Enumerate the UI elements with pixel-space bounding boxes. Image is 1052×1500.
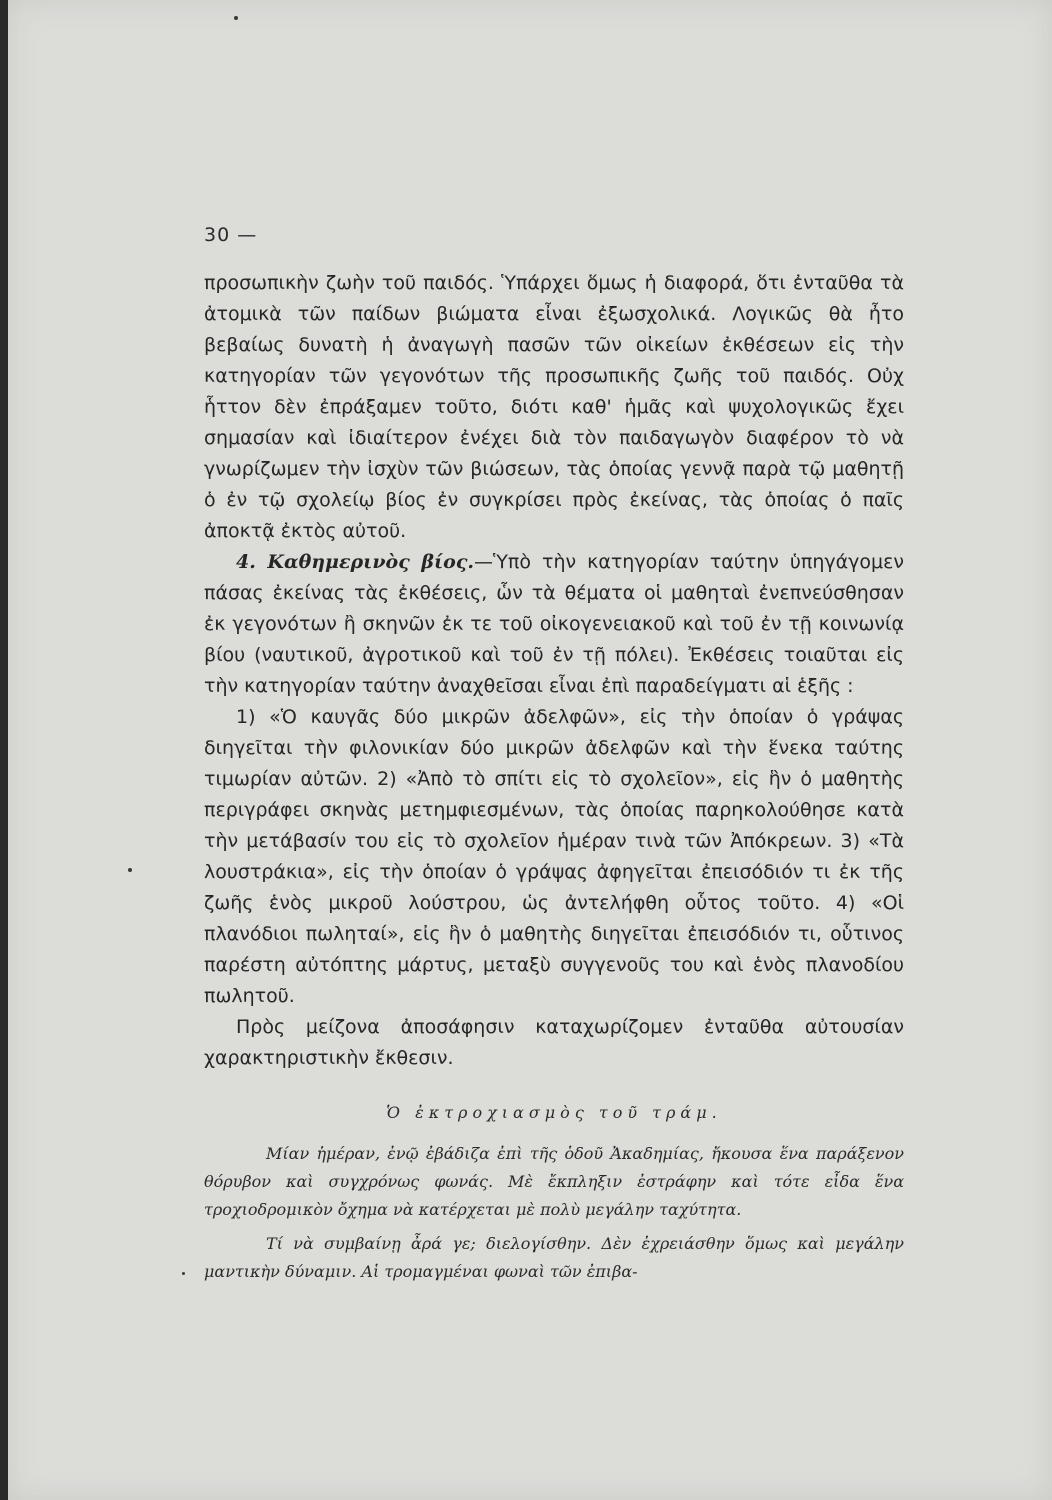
scan-speck <box>182 1272 185 1275</box>
paragraph-closing: Πρὸς μείζονα ἀποσάφησιν καταχωρίζομεν ἐνταῦθα αὐτουσίαν χαρακτηριστικὴν ἔκθεσιν. <box>204 1016 904 1069</box>
essay-paragraph: Μίαν ἡμέραν, ἐνῷ ἐβάδιζα ἐπὶ τῆς ὁδοῦ Ἀκαδημίας, ἤκουσα ἕνα παράξενον θόρυβον καὶ συγχρόνως φωνάς. Μὲ ἔκπληξιν ἐστράφην καὶ τότε εἶδα ἕνα τροχιοδρομικὸν ὄχημα νὰ κατέρχεται μὲ πολὺ μεγάλην ταχύτητα. <box>204 1144 904 1219</box>
essay-title: Ὁ ἐκτροχιασμὸς τοῦ τράμ. <box>386 1103 722 1122</box>
section-heading-daily-life: 4. Καθημερινὸς βίος. <box>236 551 475 573</box>
page-number: 30 — <box>204 224 258 246</box>
paragraph-section-4 <box>204 547 904 702</box>
main-text <box>204 268 904 1074</box>
scan-speck <box>234 16 238 20</box>
paragraph-personal-life: προσωπικὴν ζωὴν τοῦ παιδός. Ὑπάρχει ὅμως ἡ διαφορά, ὅτι ἐνταῦθα τὰ ἀτομικὰ τῶν παίδων βιώματα εἶναι ἐξωσχολικά. Λογικῶς θὰ ἦτο βεβαίως δυνατὴ ἡ ἀναγωγὴ πασῶν τῶν οἰκείων ἐκθέσεων εἰς τὴν κατηγορίαν τῶν γεγονότων τῆς προσωπικῆς ζωῆς τοῦ παιδός. Οὐχ ἧττον δὲν ἐπράξαμεν τοῦτο, διότι καθ' ἡμᾶς καὶ ψυχολογικῶς ἔχει σημασίαν καὶ ἰδιαίτερον ἐνέχει διὰ τὸν παιδαγωγὸν διαφέρον τὸ νὰ γνωρίζωμεν τὴν ἰσχὺν τῶν βιώσεων, τὰς ὁποίας γεννᾷ παρὰ τῷ μαθητῇ ὁ ἐν τῷ σχολείῳ βίος ἐν συγκρίσει πρὸς ἐκείνας, τὰς ὁποίας ὁ παῖς ἀποκτᾷ ἐκτὸς αὐτοῦ. <box>204 272 904 542</box>
section-4-body: —Ὑπὸ τὴν κατηγορίαν ταύτην ὑπηγάγομεν πάσας ἐκείνας τὰς ἐκθέσεις, ὧν τὰ θέματα οἱ μαθηταὶ ἐνεπνεύσθησαν ἐκ γεγονότων ἢ σκηνῶν ἐκ τε τοῦ οἰκογενειακοῦ καὶ τοῦ ἐν τῇ κοινωνίᾳ βίου (ναυτικοῦ, ἀγροτικοῦ καὶ τοῦ ἐν τῇ πόλει). Ἐκθέσεις τοιαῦται εἰς τὴν κατηγορίαν ταύτην ἀναχθεῖσαι εἶναι ἐπὶ παραδείγματι αἱ ἑξῆς : <box>204 551 904 697</box>
scanned-page <box>8 0 1052 1500</box>
essay-text <box>204 1140 904 1286</box>
paragraph-examples: 1) «Ὁ καυγᾶς δύο μικρῶν ἀδελφῶν», εἰς τὴν ὁποίαν ὁ γράψας διηγεῖται τὴν φιλονικίαν δύο μικρῶν ἀδελφῶν καὶ τὴν ἕνεκα ταύτης τιμωρίαν αὐτῶν. 2) «Ἀπὸ τὸ σπίτι εἰς τὸ σχολεῖον», εἰς ἣν ὁ μαθητὴς περιγράφει σκηνὰς μετημφιεσμένων, τὰς ὁποίας παρηκολούθησε κατὰ τὴν μετάβασίν του εἰς τὸ σχολεῖον ἡμέραν τινὰ τῶν Ἀπόκρεων. 3) «Τὰ λουστράκια», εἰς τὴν ὁποίαν ὁ γράψας ἀφηγεῖται ἐπεισόδιόν τι ἐκ τῆς ζωῆς ἑνὸς μικροῦ λούστρου, ὡς ἀντελήφθη οὗτος τοῦτο. 4) «Οἱ πλανόδιοι πωληταί», εἰς ἣν ὁ μαθητὴς διηγεῖται ἐπεισόδιόν τι, οὗτινος παρέστη αὐτόπτης μάρτυς, μεταξὺ συγγενοῦς του καὶ ἑνὸς πλανοδίου πωλητοῦ. <box>204 706 904 1007</box>
essay-paragraph: Τί νὰ συμβαίνῃ ἆρά γε; διελογίσθην. Δὲν ἐχρειάσθην ὅμως καὶ μεγάλην μαντικὴν δύναμιν. Αἱ τρομαγμέναι φωναὶ τῶν ἐπιβα- <box>204 1234 904 1281</box>
scan-speck <box>128 868 132 872</box>
